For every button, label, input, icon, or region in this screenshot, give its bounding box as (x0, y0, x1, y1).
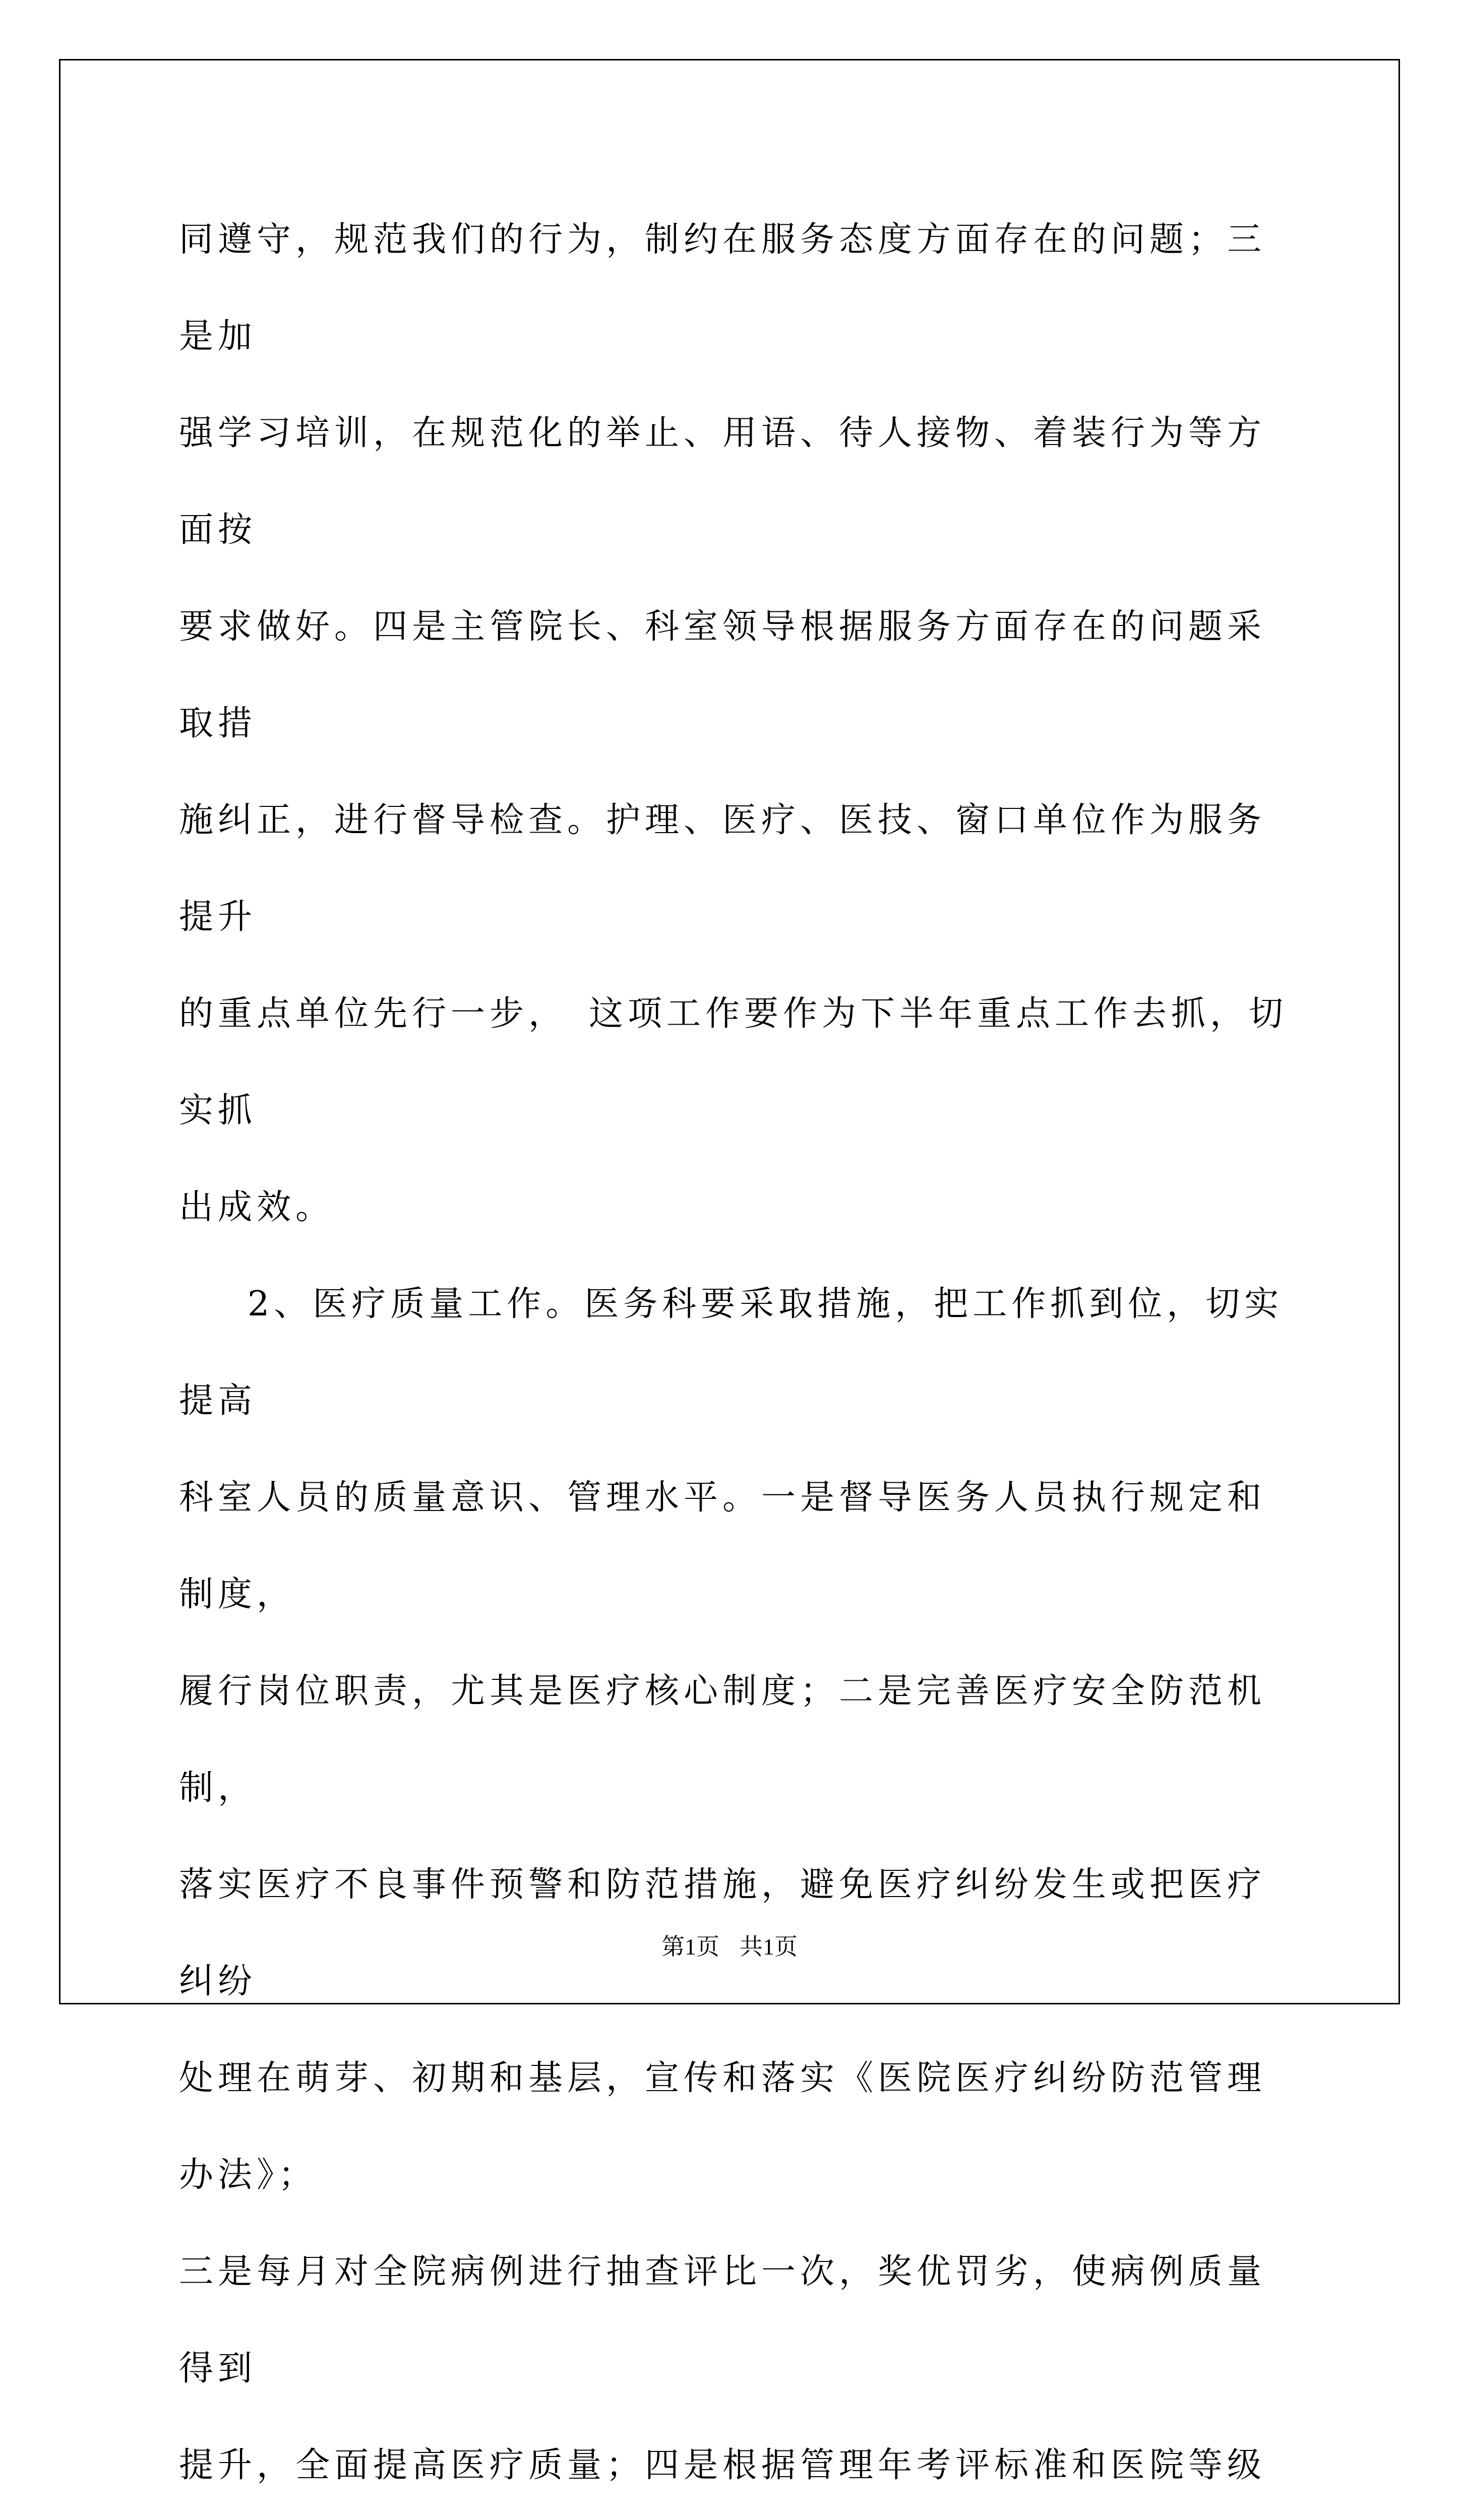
text-line: 三是每月对全院病例进行抽查评比一次，奖优罚劣，使病例质量得到 (179, 2252, 1266, 2388)
text-line: 出成效。 (179, 1187, 335, 1227)
text-line: 提升，全面提高医疗质量；四是根据管理年考评标准和医院等级 (179, 2445, 1266, 2485)
text-line: 的重点单位先行一步， 这项工作要作为下半年重点工作去抓，切实抓 (179, 994, 1288, 1130)
paragraph-1 (179, 192, 1293, 1256)
paragraph-2 (179, 1256, 1293, 2520)
text-line: 强学习培训，在规范化的举止、用语、待人接物、着装行为等方面按 (179, 413, 1266, 550)
text-line: 处理在萌芽、初期和基层，宣传和落实《医院医疗纠纷防范管理办法》； (179, 2058, 1266, 2195)
text-line: 履行岗位职责，尤其是医疗核心制度；二是完善医疗安全防范机制， (179, 1671, 1266, 1808)
text-line: 落实医疗不良事件预警和防范措施，避免医疗纠纷发生或把医疗纠纷 (179, 1865, 1266, 2001)
page-number: 第1页 (661, 1934, 719, 1960)
text-line: 同遵守，规范我们的行为，制约在服务态度方面存在的问题；三是加 (179, 220, 1266, 356)
text-line: 要求做好。四是主管院长、科室领导根据服务方面存在的问题采取措 (179, 607, 1266, 743)
text-line: 2、医疗质量工作。医务科要采取措施，把工作抓到位，切实提高 (179, 1284, 1284, 1421)
text-line: 施纠正，进行督导检查。护理、医疗、医技、窗口单位作为服务提升 (179, 800, 1266, 937)
page-footer (0, 1928, 1459, 1962)
document-body (179, 192, 1293, 2520)
page-total: 共1页 (740, 1934, 798, 1960)
text-line: 科室人员的质量意识、管理水平。一是督导医务人员执行规定和制度， (179, 1478, 1266, 1614)
